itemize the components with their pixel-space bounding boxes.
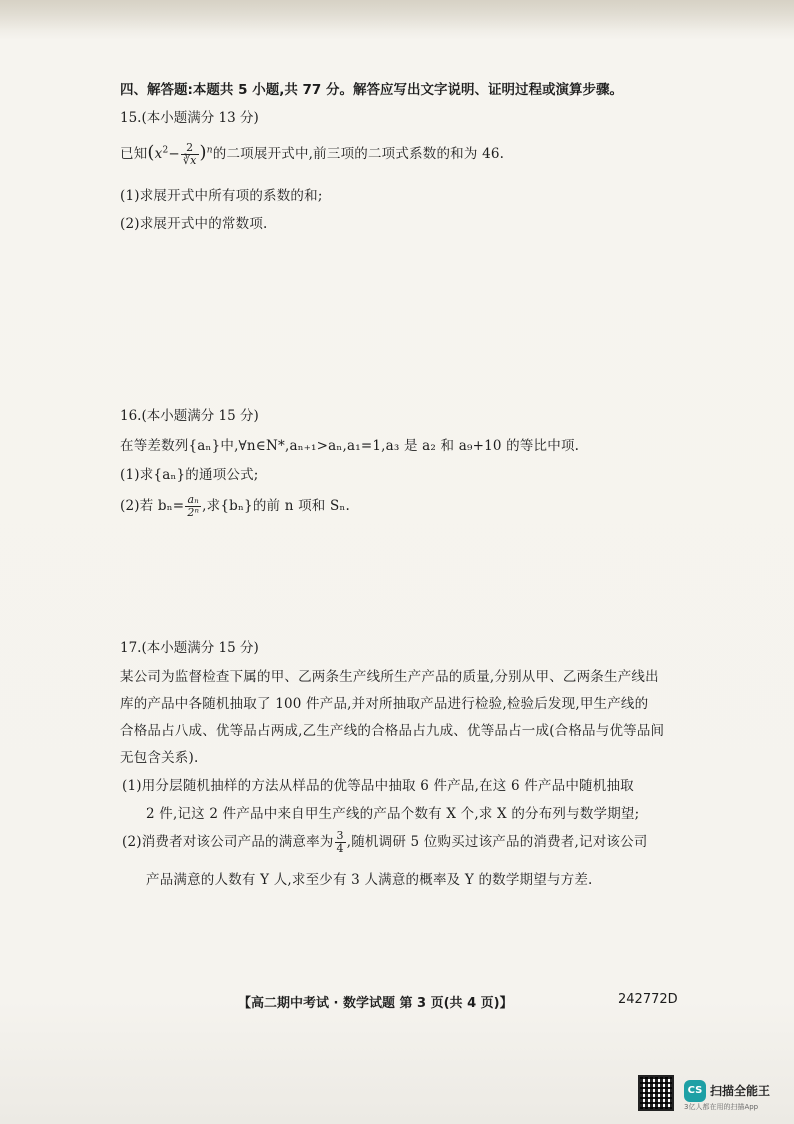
- q17-part2-suffix: ,随机调研 5 位购买过该产品的消费者,记对该公司: [346, 834, 648, 850]
- q15-outer-exp: n: [206, 145, 213, 156]
- q16-heading: 16.(本小题满分 15 分): [120, 408, 259, 424]
- q17-heading: 17.(本小题满分 15 分): [120, 640, 259, 656]
- q17-stem-line: 某公司为监督检查下属的甲、乙两条生产线所生产产品的质量,分别从甲、乙两条生产线出: [120, 669, 659, 685]
- paper-code: 242772D: [618, 992, 678, 1007]
- qr-code-icon: [638, 1075, 674, 1111]
- camscanner-name: 扫描全能王: [710, 1084, 771, 1098]
- q15-heading: 15.(本小题满分 13 分): [120, 110, 259, 126]
- q16-part1: (1)求{aₙ}的通项公式;: [120, 467, 259, 483]
- q15-frac-den: ∛x: [182, 154, 197, 167]
- page-footer: 【高二期中考试 · 数学试题 第 3 页(共 4 页)】: [238, 996, 513, 1011]
- camscanner-tagline: 3亿人都在用的扫描App: [684, 1103, 759, 1111]
- q17-part1-line: (1)用分层随机抽样的方法从样品的优等品中抽取 6 件产品,在这 6 件产品中随机抽取: [122, 778, 634, 794]
- q17-part2-line2: 产品满意的人数有 Y 人,求至少有 3 人满意的概率及 Y 的数学期望与方差.: [146, 872, 593, 888]
- q17-part2: [122, 830, 648, 855]
- q15-intro-prefix: 已知: [120, 146, 148, 162]
- q16-part2-prefix: (2)若 bₙ=: [120, 498, 185, 514]
- q16-frac-den: 2ⁿ: [187, 506, 200, 519]
- q16-part2-suffix: ,求{bₙ}的前 n 项和 Sₙ.: [202, 498, 350, 514]
- q15-stem: 已知($x^2-$ $\frac{2}{∛x}$ )$^n$的二项展开式中,前三项的二项式系数的和为 46.: [120, 141, 505, 167]
- camscanner-logo-icon: CS: [684, 1080, 706, 1102]
- q16-frac-num: aₙ: [185, 494, 201, 507]
- q17-part1-line: 2 件,记这 2 件产品中来自甲生产线的产品个数有 X 个,求 X 的分布列与数学期望;: [146, 806, 640, 822]
- q17-stem-line: 合格品占八成、优等品占两成,乙生产线的合格品占九成、优等品占一成(合格品与优等品间: [120, 723, 665, 739]
- q17-frac-den: 4: [336, 842, 344, 855]
- q17-stem-line: 无包含关系).: [120, 750, 199, 766]
- q17-stem-line: 库的产品中各随机抽取了 100 件产品,并对所抽取产品进行检验,检验后发现,甲生产线的: [120, 696, 649, 712]
- section-title: 四、解答题:本题共 5 小题,共 77 分。解答应写出文字说明、证明过程或演算步骤。: [120, 82, 624, 98]
- q16-fraction: [185, 494, 201, 519]
- q16-stem: 在等差数列{aₙ}中,∀n∈N*,aₙ₊₁>aₙ,a₁=1,a₃ 是 a₂ 和 a₉+10 的等比中项.: [120, 438, 580, 454]
- q17-part2-prefix: (2)消费者对该公司产品的满意率为: [122, 834, 334, 850]
- q15-base: x: [154, 146, 163, 162]
- q17-fraction: [335, 830, 346, 855]
- q16-part2: [120, 494, 350, 519]
- q15-part2: (2)求展开式中的常数项.: [120, 216, 268, 232]
- q15-part1: (1)求展开式中所有项的系数的和;: [120, 188, 323, 204]
- q15-frac-num: 2: [181, 142, 199, 155]
- q15-intro-suffix: 的二项展开式中,前三项的二项式系数的和为 46.: [212, 146, 505, 162]
- q15-minus: −: [168, 146, 180, 162]
- q17-frac-num: 3: [336, 829, 344, 842]
- q15-fraction: [181, 142, 199, 167]
- q15-base-exp: 2: [162, 145, 169, 156]
